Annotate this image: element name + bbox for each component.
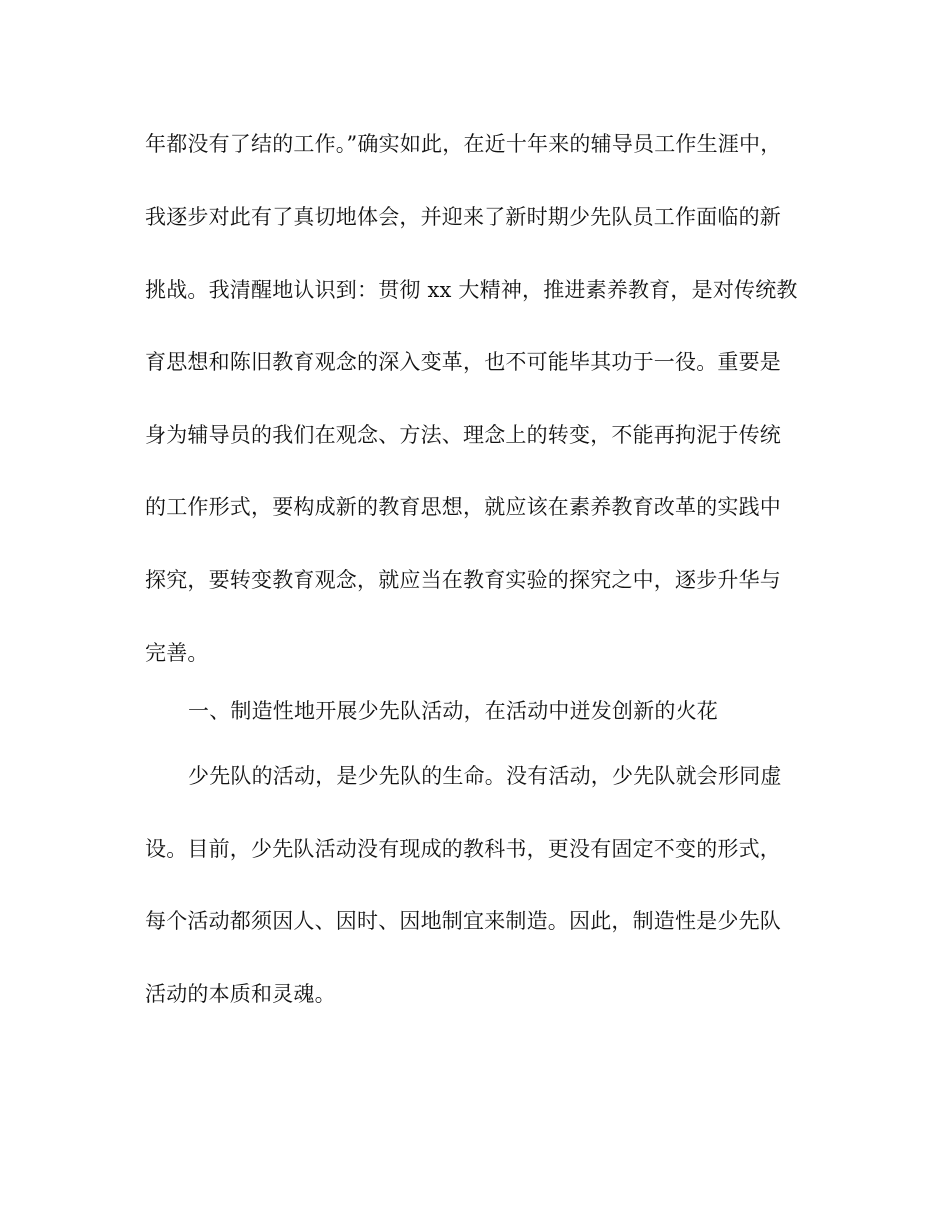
- paragraph-line: 每个活动都须因人、因时、因地制宜来制造。因此，制造性是少先队: [145, 909, 781, 933]
- paragraph-line: 少先队的活动，是少先队的生命。没有活动，少先队就会形同虚: [188, 764, 782, 788]
- paragraph-line: 年都没有了结的工作。”确实如此，在近十年来的辅导员工作生涯中，: [145, 132, 782, 156]
- paragraph-line: 活动的本质和灵魂。: [145, 982, 336, 1006]
- paragraph-line: 设。目前，少先队活动没有现成的教科书，更没有固定不变的形式，: [145, 837, 781, 861]
- section-heading: 一、制造性地开展少先队活动，在活动中迸发创新的火花: [188, 699, 718, 723]
- paragraph-line: 我逐步对此有了真切地体会，并迎来了新时期少先队员工作面临的新: [145, 205, 781, 229]
- paragraph-line: 的工作形式，要构成新的教育思想，就应该在素养教育改革的实践中: [145, 495, 781, 519]
- paragraph-line: 挑战。我清醒地认识到：贯彻 xx 大精神，推进素养教育，是对传统教: [145, 278, 798, 302]
- paragraph-line: 探究，要转变教育观念，就应当在教育实验的探究之中，逐步升华与: [145, 568, 781, 592]
- paragraph-line: 完善。: [145, 641, 209, 665]
- paragraph-line: 育思想和陈旧教育观念的深入变革，也不可能毕其功于一役。重要是: [145, 350, 781, 374]
- paragraph-line: 身为辅导员的我们在观念、方法、理念上的转变，不能再拘泥于传统: [145, 423, 781, 447]
